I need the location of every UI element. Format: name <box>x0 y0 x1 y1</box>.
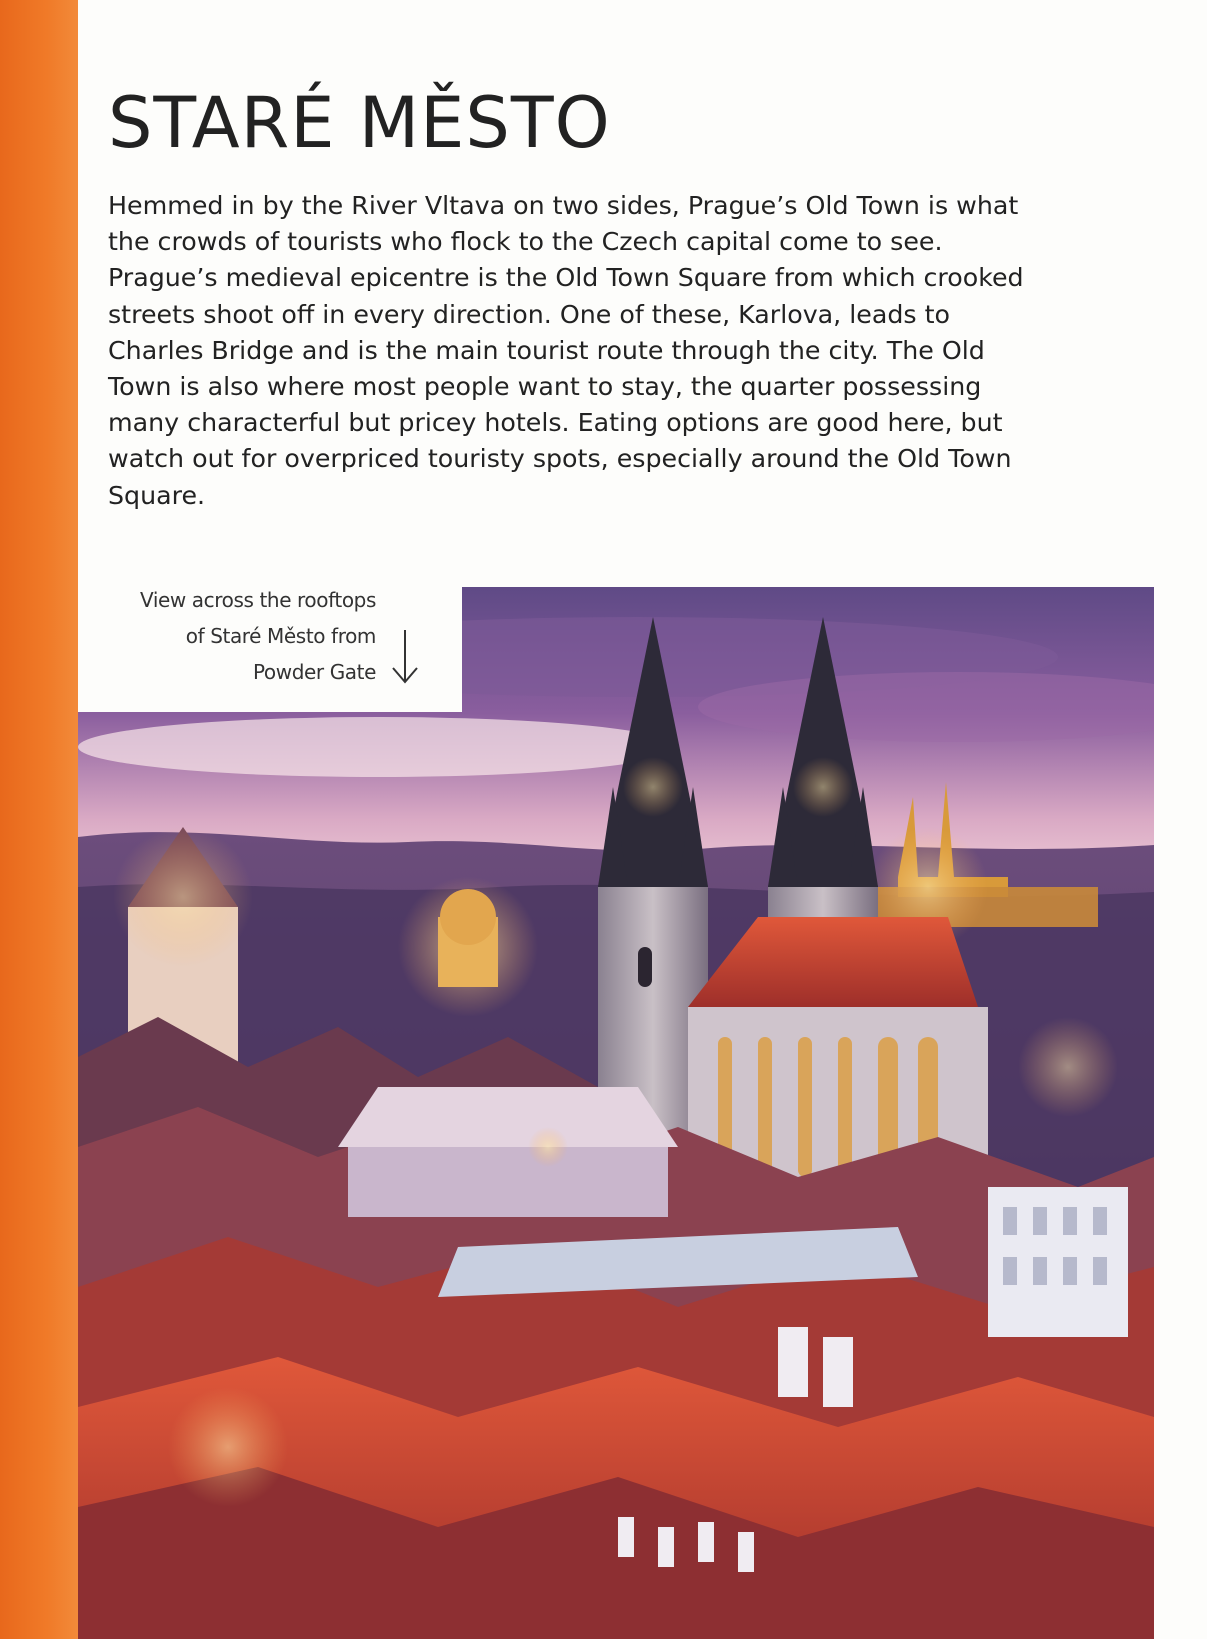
caption-line-1: View across the rooftops <box>139 588 376 612</box>
orange-edge-strip <box>0 0 78 1639</box>
down-arrow-icon <box>390 628 420 686</box>
caption-text <box>140 582 376 690</box>
caption-line-3: Powder Gate <box>252 660 376 684</box>
caption-line-2: of Staré Město from <box>185 624 376 648</box>
photo-caption <box>78 578 462 712</box>
intro-paragraph: Hemmed in by the River Vltava on two sides, Prague’s Old Town is what the crowds of tourists who flock to the Czech capital come to see. Prague’s medieval epicentre is the Old Town Square from which crooked streets shoot off in every direction. One of these, Karlova, leads to Charles Bridge and is the main tourist route through the city. The Old Town is also where most people want to stay, the quarter possessing many characterful but pricey hotels. Eating options are good here, but watch out for overpriced touristy spots, especially around the Old Town Square. <box>108 191 1024 510</box>
prague-rooftops-photo <box>78 587 1154 1639</box>
page-title: STARÉ MĚSTO <box>108 82 611 164</box>
